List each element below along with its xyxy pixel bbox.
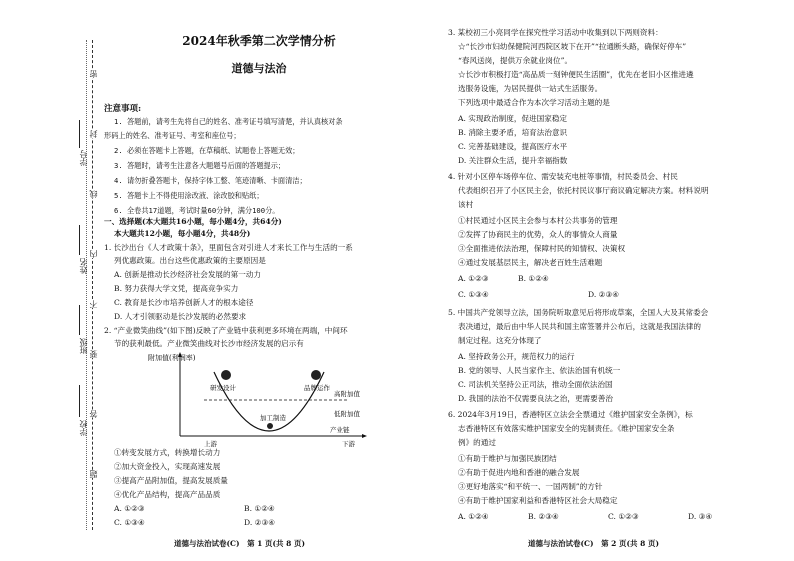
question-2-option: B. ①②④ bbox=[244, 504, 275, 513]
cut-word: 要 bbox=[89, 350, 98, 358]
binding-field-class: 班级 bbox=[79, 338, 88, 354]
question-4-item: ④通过发展基层民主，解决老百姓生活难题 bbox=[458, 258, 603, 267]
chart-bottom-label: 加工制造 bbox=[260, 414, 286, 422]
note-line: 形码上的姓名、准考证号、考室和座位号； bbox=[104, 131, 241, 140]
question-5-stem: 5. 中国共产党领导立法，国务院听取意见后将形成草案，全国人大及其常委会 bbox=[448, 308, 709, 317]
question-1-stem: 列优惠政策。出台这些优惠政策的主要原因是 bbox=[114, 256, 266, 265]
cut-line bbox=[92, 40, 93, 530]
question-6-option: A. ①②④ bbox=[458, 512, 489, 521]
chart-chain-label: 产业链 bbox=[330, 426, 350, 434]
cut-word: 题 bbox=[89, 470, 98, 478]
section-heading: 一、选择题(本大题共16小题，每小题4分，共64分) bbox=[104, 217, 282, 226]
question-2-item: ④优化产品结构，提高产品品质 bbox=[114, 490, 221, 499]
question-6-stem: 6. 2024年3月19日，香港特区立法会全票通过《维护国家安全条例》，标 bbox=[448, 410, 693, 419]
question-5-option: C. 司法机关坚持公正司法，推动全面依法治国 bbox=[458, 380, 613, 389]
question-3-option: A. 实现政治制度，促进国家稳定 bbox=[458, 114, 568, 123]
question-5-option: D. 我国的法治不仅需要良法之治，更需要善治 bbox=[458, 394, 613, 403]
question-1-stem: 1. 长沙出台《人才政策十条》，里面包含对引进人才来长工作与生活的一系 bbox=[104, 243, 353, 252]
binding-field-school: 学校 bbox=[79, 420, 88, 436]
section-heading-cont: 本大题共12小题，每小题4分，共48分) bbox=[114, 229, 251, 238]
question-6-stem: 志香港特区有效落实维护国家安全的宪制责任。《维护国家安全条 bbox=[458, 424, 675, 433]
question-2-stem: 2. “产业微笑曲线”(如下图)反映了产业链中获利更多环境在两端，中间环 bbox=[104, 326, 348, 335]
question-4-option: D. ②③④ bbox=[588, 290, 620, 299]
question-6-item: ④有助于维护国家利益和香港特区社会大局稳定 bbox=[458, 496, 618, 505]
question-2-option: D. ②③④ bbox=[244, 518, 276, 527]
cut-word: 答 bbox=[89, 410, 98, 418]
cut-word: 密 bbox=[89, 70, 98, 78]
question-6-item: ②有助于促进内地和香港的融合发展 bbox=[458, 468, 580, 477]
cut-word: 内 bbox=[89, 250, 98, 258]
question-3-stem: 选服务设施，为居民提供一站式生活服务。 bbox=[458, 84, 603, 93]
chart-low-level: 低附加值 bbox=[334, 410, 360, 418]
exam-title: 2024年秋季第二次学情分析 bbox=[182, 34, 336, 48]
question-6-stem: 例》的通过 bbox=[458, 438, 496, 447]
question-4-option: C. ①③④ bbox=[458, 290, 489, 299]
question-3-stem: 3. 某校初三小亮同学在探究性学习活动中收集到以下两则资料： bbox=[448, 28, 663, 37]
notes-heading: 注意事项: bbox=[104, 104, 142, 114]
x-axis-arrow bbox=[362, 434, 367, 438]
question-5-stem: 表决通过，最后由中华人民共和国主席签署并公布后，这就是我国法律的 bbox=[458, 322, 701, 331]
question-5-option: B. 党的领导、人民当家作主、依法治国有机统一 bbox=[458, 366, 621, 375]
question-4-item: ②发挥了协商民主的优势，众人的事情众人商量 bbox=[458, 230, 618, 239]
chart-ylabel: 附加值(利润率) bbox=[148, 354, 196, 362]
question-1-option: A. 创新是推动长沙经济社会发展的第一动力 bbox=[114, 270, 261, 279]
binding-field-name: 姓名 bbox=[79, 258, 88, 274]
question-2-item: ③提高产品附加值，提高发展质量 bbox=[114, 476, 228, 485]
page-footer: 道德与法治试卷(C) 第 1 页(共 8 页) bbox=[174, 539, 306, 548]
question-2-stem: 节的获利最低。产业微笑曲线对长沙市经济发展的启示有 bbox=[114, 339, 304, 348]
note-line: 4. 请勿折叠答题卡，保持字体工整、笔迹清晰、卡面清洁； bbox=[114, 176, 307, 185]
manufacturing-marker bbox=[267, 423, 273, 429]
rd-design-marker bbox=[221, 370, 231, 380]
chart-downstream: 下游 bbox=[342, 440, 355, 448]
question-6-option: D. ③④ bbox=[688, 512, 713, 521]
smile-curve-figure bbox=[148, 350, 404, 450]
binding-blank bbox=[79, 305, 88, 335]
note-line: 3. 答题时，请考生注意各大题题号后面的答题提示； bbox=[114, 161, 286, 170]
question-4-option: A. ①②③ bbox=[458, 274, 489, 283]
question-2-item: ①转变发展方式，转换增长动力 bbox=[114, 448, 221, 457]
binding-margin bbox=[0, 0, 98, 561]
question-6-item: ③更好地落实“和平统一、一国两制”的方针 bbox=[458, 482, 603, 491]
note-line: 5. 答题卡上不得使用涂改液、涂改胶和贴纸； bbox=[114, 191, 264, 200]
note-line: 6. 全卷共17道题，考试时量60分钟，满分100分。 bbox=[114, 206, 280, 215]
page-footer: 道德与法治试卷(C) 第 2 页(共 8 页) bbox=[528, 539, 660, 548]
question-6-item: ①有助于维护与加强民族团结 bbox=[458, 454, 557, 463]
question-4-stem: 4. 针对小区停车场停车位、需安装充电桩等事情，村民委员会、村民 bbox=[448, 172, 678, 181]
question-2-option: A. ①②③ bbox=[114, 504, 145, 513]
binding-blank bbox=[79, 120, 88, 148]
question-2-option: C. ①③④ bbox=[114, 518, 145, 527]
cut-word: 不 bbox=[89, 300, 98, 308]
note-line: 2. 必须在答题卡上答题，在草稿纸、试题卷上答题无效； bbox=[114, 146, 300, 155]
chart-high-level: 高附加值 bbox=[334, 390, 360, 398]
question-5-option: A. 坚持政务公开，规范权力的运行 bbox=[458, 352, 575, 361]
question-3-stem: ☆“长沙市妇幼保健院河西院区坡下在开”“拉通断头路，确保好停车” bbox=[458, 42, 687, 51]
question-3-option: D. 关注群众生活，提升幸福指数 bbox=[458, 156, 568, 165]
brand-marker bbox=[311, 370, 321, 380]
question-1-option: B. 努力获得大学文凭，提高竞争实力 bbox=[114, 284, 239, 293]
question-3-option: B. 消除主要矛盾，培育法治意识 bbox=[458, 128, 568, 137]
question-2-item: ②加大资金投入，实现高速发展 bbox=[114, 462, 221, 471]
chart-left-label: 研发设计 bbox=[210, 384, 236, 392]
exam-subject: 道德与法治 bbox=[231, 62, 287, 75]
question-3-stem: ☆长沙市积极打造“高品质一刻钟便民生活圈”，优先在老旧小区推进遴 bbox=[458, 70, 694, 79]
cut-word: 封 bbox=[89, 130, 98, 138]
question-3-option: C. 完善基础建设，提高医疗水平 bbox=[458, 142, 568, 151]
question-6-option: C. ①②③ bbox=[608, 512, 639, 521]
question-5-stem: 制定过程。这充分体现了 bbox=[458, 336, 542, 345]
binding-field-student-number: 学号 bbox=[79, 150, 88, 166]
cut-line-inner bbox=[86, 40, 87, 530]
chart-right-label: 品牌运作 bbox=[304, 384, 330, 392]
note-line: 1. 答题前，请考生先将自己的姓名、准考证号填写清楚，并认真核对条 bbox=[114, 117, 343, 126]
question-6-option: B. ②③④ bbox=[528, 512, 559, 521]
question-1-option: C. 教育是长沙市培养创新人才的根本途径 bbox=[114, 298, 254, 307]
smile-curve bbox=[214, 372, 324, 431]
question-4-stem: 代表组织召开了小区民主会，依托村民议事厅商议确定解决方案。材料说明 bbox=[458, 186, 709, 195]
question-1-option: D. 人才引领驱动是长沙发展的必然要求 bbox=[114, 312, 247, 321]
question-4-item: ③全面推进依法治理，保障村民的知情权、决策权 bbox=[458, 244, 626, 253]
question-3-stem: “春风送岗，提供万余就业岗位”。 bbox=[458, 56, 573, 65]
question-4-item: ①村民通过小区民主会参与本村公共事务的管理 bbox=[458, 216, 618, 225]
binding-blank bbox=[79, 385, 88, 417]
question-3-stem: 下列选项中最适合作为本次学习活动主题的是 bbox=[458, 98, 610, 107]
cut-word: 线 bbox=[89, 190, 98, 198]
question-4-stem: 该村 bbox=[458, 200, 474, 209]
chart-upstream: 上游 bbox=[204, 440, 217, 448]
question-4-option: B. ①②④ bbox=[518, 274, 549, 283]
binding-blank bbox=[79, 225, 88, 255]
